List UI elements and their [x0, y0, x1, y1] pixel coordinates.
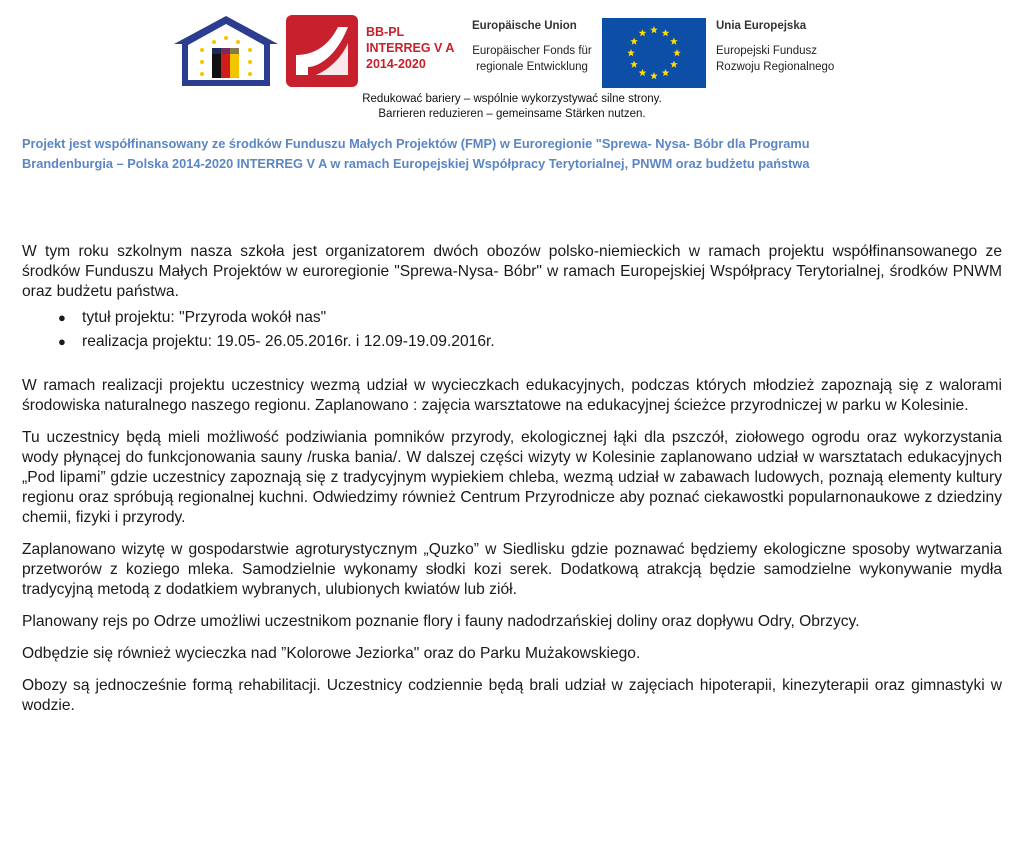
interreg-label-line: 2014-2020	[366, 57, 426, 71]
eu-pl-title: Unia Europejska	[716, 20, 807, 32]
eu-flag-icon	[602, 18, 706, 88]
interreg-logo	[286, 15, 358, 87]
paragraph: W ramach realizacji projektu uczestnicy wezmą udział w wycieczkach edukacyjnych, podczas których młodzież zapoznają się z walorami środowiska naturalnego naszego regionu. Zaplanowano : zajęcia warsztatowe na edukacyjnej ścieżce przyrodniczej w parku w Kolesinie.	[22, 377, 1002, 414]
paragraph: Planowany rejs po Odrze umożliwi uczestnikom poznanie flory i fauny nadodrzańskiej doliny oraz dopływu Odry, Obrzycy.	[22, 613, 860, 630]
paragraph: Odbędzie się również wycieczka nad ”Kolorowe Jeziorka" oraz do Parku Mużakowskiego.	[22, 645, 641, 662]
eu-de-title: Europäische Union	[472, 20, 577, 32]
cofinancing-statement	[22, 134, 1002, 174]
logo-bar	[0, 0, 1024, 92]
paragraph: Obozy są jednocześnie formą rehabilitacji. Uczestnicy codziennie będą brali udział w zajęciach hipoterapii, kinezyterapii oraz gimnastyki w wodzie.	[22, 677, 1002, 714]
interreg-label-line: INTERREG V A	[366, 41, 455, 55]
motto-de: Barrieren reduzieren – gemeinsame Stärken nutzen.	[378, 108, 646, 120]
list-item	[22, 330, 1002, 354]
bullet-icon: ●	[58, 334, 66, 349]
eu-de-caption	[472, 18, 592, 75]
list-item	[22, 306, 1002, 330]
eu-de-subtitle-line: Europäischer Fonds für	[472, 45, 592, 57]
motto-pl: Redukować bariery – wspólnie wykorzystywać silne strony.	[362, 93, 662, 105]
eu-pl-subtitle-line: Rozwoju Regionalnego	[716, 61, 835, 73]
euroregion-logo	[172, 14, 280, 88]
interreg-label-line: BB-PL	[366, 25, 405, 39]
bullet-icon: ●	[58, 310, 66, 325]
motto	[0, 92, 1024, 122]
article-body	[22, 242, 1002, 716]
intro-paragraph: W tym roku szkolnym nasza szkoła jest organizatorem dwóch obozów polsko-niemieckich w ramach projektu współfinansowanego ze środków Funduszu Małych Projektów w euroregionie "Sprewa-Nysa- Bóbr" w ramach Europejskiej Współpracy Terytorialnej, środków PNWM oraz budżetu państwa.	[22, 243, 1002, 300]
paragraph: Zaplanowano wizytę w gospodarstwie agroturystycznym „Quzko” w Siedlisku gdzie poznawać będziemy ekologiczne sposoby wytwarzania przetworów z koziego mleka. Samodzielnie wykonamy słodki kozi serek. Dodatkową atrakcją będzie samodzielne wykonywanie mydła tradycyjną metodą z dodatkiem wybranych, ulubionych kwiatów lub ziół.	[22, 541, 1002, 598]
eu-de-subtitle-line: regionale Entwicklung	[476, 61, 588, 73]
list-item-text: realizacja projektu: 19.05- 26.05.2016r. i 12.09-19.09.2016r.	[82, 333, 495, 350]
list-item-text: tytuł projektu: "Przyroda wokół nas"	[82, 309, 327, 326]
cofinancing-line: Projekt jest współfinansowany ze środków Funduszu Małych Projektów (FMP) w Euroregionie "Sprewa- Nysa- Bóbr dla Programu	[22, 136, 810, 151]
eu-pl-subtitle-line: Europejski Fundusz	[716, 45, 817, 57]
paragraph: Tu uczestnicy będą mieli możliwość podziwiania pomników przyrody, ekologicznej łąki dla pszczół, ziołowego ogrodu oraz wykorzystania wody płynącej do funkcjonowania sauny /ruska bania/. W dalszej części wizyty w Kolesinie zaplanowano udział w warsztatach edukacyjnych „Pod lipami” gdzie uczestnicy zapoznają się z tradycyjnym wypiekiem chleba, wezmą udział w zabawach ludowych, poznają elementy kultury regionu oraz spróbują regionalnej kuchni. Odwiedzimy również Centrum Przyrodnicze aby poznać ciekawostki popularnonaukowe z dziedziny chemii, fizyki i przyrody.	[22, 429, 1002, 526]
interreg-label	[366, 24, 454, 72]
eu-pl-caption	[716, 18, 834, 75]
project-details-list	[22, 306, 1002, 354]
cofinancing-line: Brandenburgia – Polska 2014-2020 INTERREG V A w ramach Europejskiej Współpracy Terytorialnej, PNWM oraz budżetu państwa	[22, 156, 810, 171]
